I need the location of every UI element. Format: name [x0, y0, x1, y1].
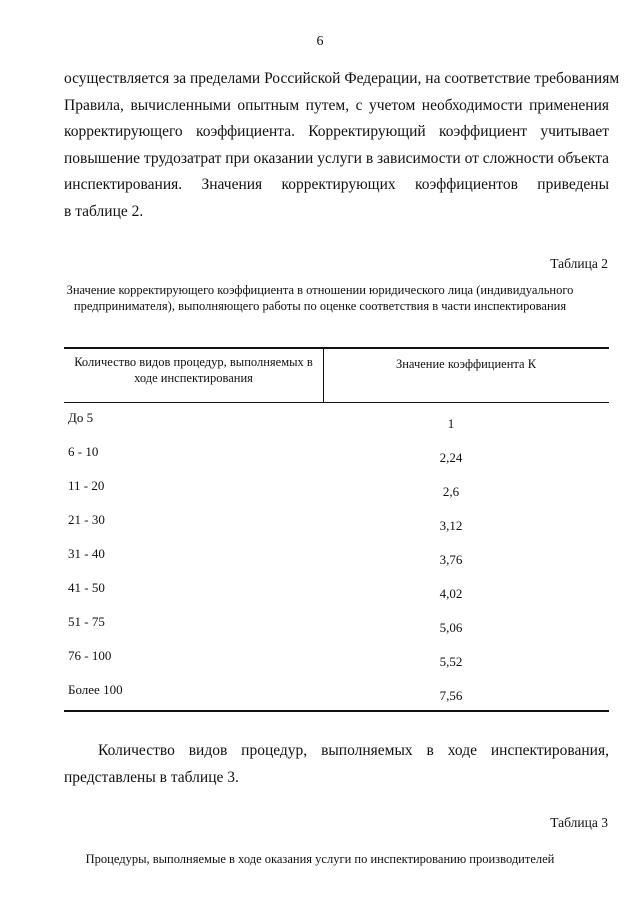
table2-header-coefficient: Значение коэффициента К — [395, 357, 537, 371]
table2-label: Таблица 2 — [550, 256, 608, 271]
row-value: 4,02 — [439, 586, 463, 601]
row-value: 5,52 — [439, 654, 463, 669]
table3-caption: Процедуры, выполняемые в ходе оказания услуги по инспектированию производителей — [85, 852, 555, 866]
table-row — [64, 614, 609, 634]
row-value: 2,6 — [442, 484, 460, 499]
row-value: 1 — [447, 416, 455, 431]
paragraph-table3-ref — [64, 738, 609, 791]
row-range: 31 - 40 — [68, 546, 105, 561]
paragraph-line: в таблице 2. — [64, 202, 144, 220]
table-row — [64, 512, 609, 532]
table2-bottom-rule — [64, 710, 609, 712]
paragraph-line: осуществляется за пределами Российской Федерации, на соответствие требованиям — [64, 70, 620, 87]
paragraph-line: Количество видов процедур, выполняемых в ходе инспектирования, — [98, 742, 609, 759]
row-value: 7,56 — [439, 688, 463, 703]
row-value: 3,12 — [439, 518, 463, 533]
table3-label: Таблица 3 — [550, 815, 608, 830]
paragraph-line: инспектирования. Значения корректирующих коэффициентов приведены — [64, 176, 609, 194]
table-row — [64, 410, 609, 430]
row-range: До 5 — [68, 410, 94, 425]
table-row — [64, 580, 609, 600]
row-range: 76 - 100 — [68, 648, 112, 663]
row-value: 5,06 — [439, 620, 463, 635]
row-value: 3,76 — [439, 552, 463, 567]
table2-header-procedures — [64, 354, 323, 386]
row-range: 11 - 20 — [68, 478, 105, 493]
paragraph-line: представлены в таблице 3. — [64, 768, 239, 786]
table2-header-rule — [64, 402, 609, 403]
table2-caption-line: предпринимателя), выполняющего работы по оценке соответствия в части инспектирования — [73, 299, 567, 313]
table-row — [64, 478, 609, 498]
table-row — [64, 648, 609, 668]
row-range: Более 100 — [68, 682, 123, 697]
table2-caption-line: Значение корректирующего коэффициента в отношении юридического лица (индивидуального — [66, 283, 574, 297]
paragraph-line: повышение трудозатрат при оказании услуги в зависимости от сложности объекта — [64, 149, 610, 167]
paragraph-intro — [64, 66, 620, 226]
paragraph-line: корректирующего коэффициента. Корректирующий коэффициент учитывает — [64, 123, 609, 141]
header-line: Количество видов процедур, выполняемых в — [74, 355, 313, 369]
table2-top-rule — [64, 347, 609, 349]
row-range: 41 - 50 — [68, 580, 105, 595]
paragraph-line: Правила, вычисленными опытным путем, с учетом необходимости применения — [64, 96, 609, 114]
row-value: 2,24 — [439, 450, 463, 465]
row-range: 51 - 75 — [68, 614, 105, 629]
row-range: 21 - 30 — [68, 512, 105, 527]
table2-caption — [40, 282, 600, 314]
page-number: 6 — [316, 34, 324, 49]
table-row — [64, 546, 609, 566]
header-line: ходе инспектирования — [134, 371, 253, 385]
table-row — [64, 444, 609, 464]
table-row — [64, 682, 609, 702]
row-range: 6 - 10 — [68, 444, 99, 459]
